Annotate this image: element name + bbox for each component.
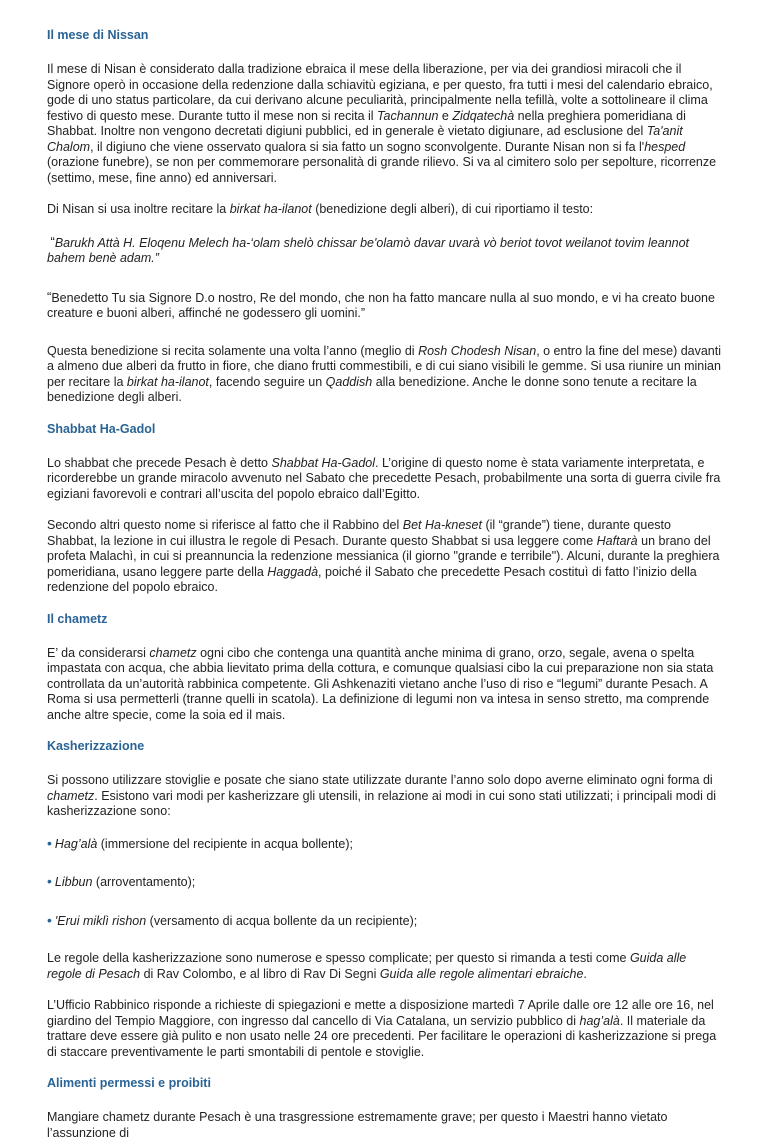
list-item: • 'Erui miklì rishon (versamento di acqua bollente da un recipiente);	[47, 911, 418, 928]
bullet-icon: •	[47, 873, 52, 889]
paragraph: Le regole della kasherizzazione sono numerose e spesso complicate; per questo si rimanda a testi come Guida alle regole di Pesach di Rav Colombo, e al libro di Rav Di Segni Guida alle regole alimentari ebraiche.	[47, 951, 687, 981]
quote-hebrew: “Barukh Attà H. Eloqenu Melech ha-‘olam shelò chissar be'olamò davar uvarà vò beriot tovot weilanot tovim leannot bahem benè adam.”	[47, 233, 690, 265]
paragraph: L’Ufficio Rabbinico risponde a richieste di spiegazioni e mette a disposizione martedì 7 Aprile dalle ore 12 alle ore 16, nel giardino del Tempio Maggiore, con ingresso dal cancello di Via Catalana, un servizio pubblico di hag’alà. Il materiale da trattare deve essere già pulito e non usato nelle 24 ore precedenti. Per facilitare le operazioni di kasherizzazione si prega di staccare preventivamente le parti smontabili di pentole e stoviglie.	[47, 998, 717, 1059]
paragraph: Mangiare chametz durante Pesach è una trasgressione estremamente grave; per questo i Maestri hanno vietato l’assunzione di	[47, 1110, 668, 1140]
paragraph: Lo shabbat che precede Pesach è detto Shabbat Ha-Gadol. L’origine di questo nome è stata variamente interpretata, e ricorderebbe un grande miracolo avvenuto nel Sabato che precedette Pesach, probabilmente una sorta di guerra civile fra egiziani favorevoli e contrari all’uscita del popolo ebraico dall’Egitto.	[47, 455, 721, 501]
paragraph: Di Nisan si usa inoltre recitare la birkat ha-ilanot (benedizione degli alberi), di cui riportiamo il testo:	[47, 202, 594, 216]
quote-italian: “Benedetto Tu sia Signore D.o nostro, Re del mondo, che non ha fatto mancare nulla al suo mondo, e vi ha creato buone creature e buoni alberi, affinché ne godessero gli uomini.”	[47, 288, 715, 320]
bullet-icon: •	[47, 834, 52, 851]
heading-kasherizzazione: Kasherizzazione	[47, 739, 145, 753]
heading-shabbat-ha-gadol: Shabbat Ha-Gadol	[47, 421, 156, 436]
paragraph: Si possono utilizzare stoviglie e posate che siano state utilizzate durante l’anno solo dopo averne eliminato ogni forma di chametz. Esistono vari modi per kasherizzare gli utensili, in relazione ai modi in cui sono stati utilizzati; i principali modi di kasherizzazione sono:	[47, 773, 717, 818]
list-item: • Libbun (arroventamento);	[47, 873, 196, 889]
paragraph: Questa benedizione si recita solamente una volta l’anno (meglio di Rosh Chodesh Nisan, o entro la fine del mese) davanti a almeno due alberi da frutto in fiore, che diano frutti commestibili, e di cui siano visibili le gemme. Si usa riunire un minian per recitare la birkat ha-ilanot, facendo seguire un Qaddish alla benedizione. Anche le donne sono tenute a recitare la benedizione degli alberi.	[47, 343, 722, 404]
paragraph: E’ da considerarsi chametz ogni cibo che contenga una quantità anche minima di grano, orzo, segale, avena o spelta impastata con acqua, che abbia lievitato prima della cottura, e comunque qualsiasi cibo la cui preparazione non sia stata controllata da un’autorità rabbinica competente. Gli Ashkenaziti vietano anche l’uso di riso e “legumi” durante Pesach. A Roma si usa permetterli (tranne quelli in scatola). La definizione di legumi non va intesa in senso stretto, ma comprende anche altre specie, come la soia ed il mais.	[47, 645, 714, 722]
heading-chametz: Il chametz	[47, 611, 108, 626]
heading-alimenti: Alimenti permessi e proibiti	[47, 1076, 211, 1090]
heading-nissan: Il mese di Nissan	[47, 28, 149, 42]
bullet-icon: •	[47, 911, 52, 928]
paragraph: Il mese di Nisan è considerato dalla tradizione ebraica il mese della liberazione, per via dei grandiosi miracoli che il Signore operò in occasione della redenzione dalla schiavitù egiziana, e per questo, fra tutti i mesi del calendario ebraico, gode di uno status particolare, da cui derivano alcune peculiarità, principalmente nella tefillà, volte a sottolineare il clima festivo di questo mese. Durante tutto il mese non si recita il Tachannun e Zidqatechà nella preghiera pomeridiana di Shabbat. Inoltre non vengono decretati digiuni pubblici, ed in generale è vietato digiunare, ad esclusione del Ta'anit Chalom, il digiuno che viene osservato qualora si sia fatto un sogno sconvolgente. Durante Nisan non si fa l'hesped (orazione funebre), se non per commemorare personalità di grande rilievo. Si va al cimitero solo per sepolture, ricorrenze (settimo, mese, fine anno) ed anniversari.	[47, 62, 717, 185]
paragraph: Secondo altri questo nome si riferisce al fatto che il Rabbino del Bet Ha-kneset (il “grande”) tiene, durante questo Shabbat, la lezione in cui illustra le regole di Pesach. Durante questo Shabbat si usa leggere come Haftarà un brano del profeta Malachì, in cui si preannuncia la redenzione messianica (il giorno "grande e terribile"). Alcuni, durante la preghiera pomeridiana, usano leggere parte della Haggadà, poiché il Sabato che precedette Pesach costituì di fatto l’inizio della redenzione del popolo ebraico.	[47, 518, 720, 594]
list-item: • Hag’alà (immersione del recipiente in acqua bollente);	[47, 834, 353, 851]
